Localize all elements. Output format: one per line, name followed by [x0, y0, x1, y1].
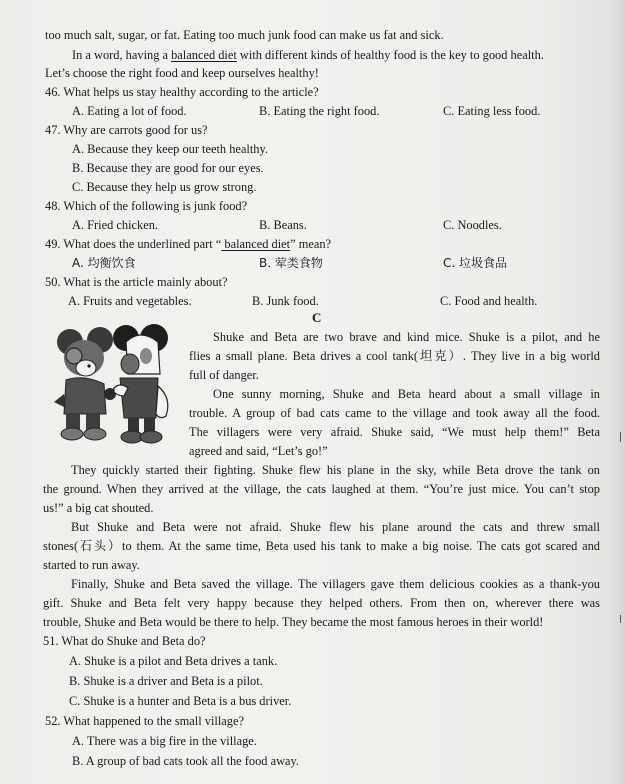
question-text: 49. What does the underlined part “ [45, 237, 222, 251]
question-51: 51. What do Shuke and Beta do? [43, 634, 206, 648]
story-line: the ground. When they arrived at the village, the cats laughed at them. “You’re just mice. You can’t stop [43, 482, 600, 496]
story-line: started to run away. [43, 558, 140, 572]
option-47b: B. Because they are good for our eyes. [72, 161, 264, 175]
passage-line: Let’s choose the right food and keep ourselves healthy! [45, 66, 319, 80]
story-line: The villagers were very afraid. Shuke said, “We must help them!” Beta [189, 425, 600, 439]
passage-text: with different kinds of healthy food is the key to good health. [236, 48, 544, 62]
question-49 [45, 235, 331, 253]
story-line: stones(石头）to them. At the same time, Beta used his tank to make a big noise. The cats got scared and [43, 539, 600, 553]
beta-figure [113, 324, 168, 443]
option-51c: C. Shuke is a hunter and Beta is a bus driver. [69, 694, 292, 708]
option-48a: A. Fried chicken. [72, 218, 159, 232]
passage-text: In a word, having a [72, 48, 172, 62]
story-line: full of danger. [189, 368, 259, 382]
story-line: trouble, Shuke and Beta would be there to help. They became the most famous heroes in their world! [43, 615, 544, 629]
margin-mark [620, 615, 621, 623]
question-46: 46. What helps us stay healthy according to the article? [45, 85, 319, 99]
option-49a: A. 均衡饮食 [72, 256, 136, 270]
option-49b: B. 荤类食物 [259, 256, 323, 270]
story-line: They quickly started their fighting. Shuke flew his plane in the sky, while Beta drove the tank on [71, 463, 600, 477]
story-line: Finally, Shuke and Beta saved the village. The villagers gave them delicious cookies as a thank-you [71, 577, 600, 591]
option-51a: A. Shuke is a pilot and Beta drives a tank. [69, 654, 278, 668]
section-title: C [312, 310, 322, 325]
story-line: One sunny morning, Shuke and Beta heard about a small village in [213, 387, 600, 401]
story-line: trouble. A group of bad cats came to the village and took away all the food. [189, 406, 600, 420]
option-52a: A. There was a big fire in the village. [72, 734, 257, 748]
page-edge-shadow [611, 0, 625, 784]
option-49c: C. 垃圾食品 [443, 256, 508, 270]
question-48: 48. Which of the following is junk food? [45, 199, 248, 213]
option-47c: C. Because they help us grow strong. [72, 180, 257, 194]
option-48b: B. Beans. [259, 218, 307, 232]
option-52b: B. A group of bad cats took all the food away. [72, 754, 299, 768]
option-50a: A. Fruits and vegetables. [68, 294, 192, 308]
mice-illustration [48, 322, 183, 447]
story-line: But Shuke and Beta were not afraid. Shuke flew his plane around the cats and threw small [71, 520, 600, 534]
question-52: 52. What happened to the small village? [45, 714, 244, 728]
question-text: ” mean? [290, 237, 332, 251]
passage-line [72, 46, 544, 64]
question-47: 47. Why are carrots good for us? [45, 123, 208, 137]
margin-mark [620, 432, 621, 442]
option-51b: B. Shuke is a driver and Beta is a pilot. [69, 674, 263, 688]
option-50c: C. Food and health. [440, 294, 538, 308]
underlined-phrase: balanced diet [171, 48, 237, 62]
passage-line: too much salt, sugar, or fat. Eating too much junk food can make us fat and sick. [45, 28, 444, 42]
option-46c: C. Eating less food. [443, 104, 541, 118]
option-46b: B. Eating the right food. [259, 104, 380, 118]
story-line: agreed and said, “Let’s go!” [189, 444, 328, 458]
story-line: gift. Shuke and Beta felt very happy because they helped others. From then on, wherever there was [43, 596, 600, 610]
shuke-figure [54, 327, 116, 440]
story-line: us!” a big cat shouted. [43, 501, 154, 515]
option-47a: A. Because they keep our teeth healthy. [72, 142, 268, 156]
option-50b: B. Junk food. [252, 294, 319, 308]
question-50: 50. What is the article mainly about? [45, 275, 228, 289]
underlined-phrase: balanced diet [221, 237, 291, 251]
option-46a: A. Eating a lot of food. [72, 104, 187, 118]
option-48c: C. Noodles. [443, 218, 502, 232]
story-line: flies a small plane. Beta drives a cool tank(坦克）. They live in a big world [189, 349, 600, 363]
story-line: Shuke and Beta are two brave and kind mice. Shuke is a pilot, and he [213, 330, 600, 344]
